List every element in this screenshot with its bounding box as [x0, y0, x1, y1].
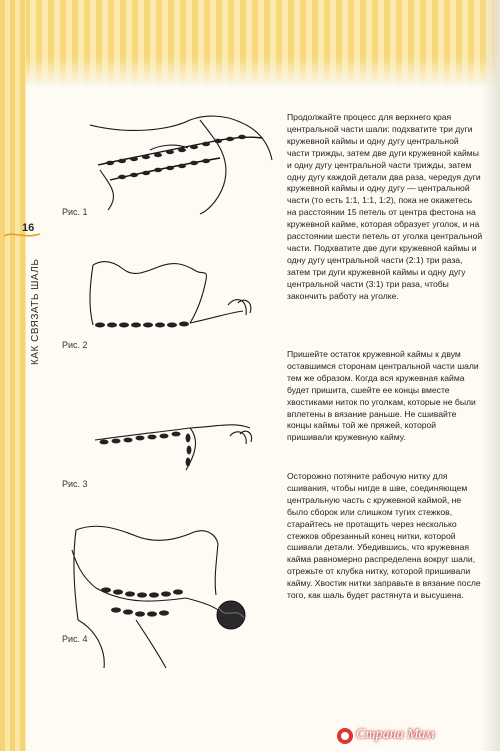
figure-2-illustration: [78, 255, 258, 345]
figure-3-label: Рис. 3: [62, 479, 88, 489]
paragraph-3: Осторожно потяните рабочую нитку для сшивания, чтобы нигде в шве, соединяющем центральную часть с кружевной каймой, не было сборок или слишком тугих стежков, старайтесь не протащить через несколько стежков обрезанный конец нитки, которой сшивали детали. Убедившись, что кружевная кайма равномерно распределена вокруг шали, отрежьте от клубка нитку, которой пришивали кайму. Хвостик нитки заправьте в вязание после того, как шаль будет растянута и высушена.: [287, 471, 481, 601]
figure-2-label: Рис. 2: [62, 340, 88, 350]
top-decorative-stripes: [0, 0, 500, 86]
watermark-text: Страна Мам: [356, 727, 435, 742]
figure-1-label: Рис. 1: [62, 207, 88, 217]
left-decorative-band: [0, 0, 26, 751]
page-number: 16: [22, 222, 35, 234]
figure-1-illustration: [90, 110, 275, 215]
running-head: [30, 245, 44, 365]
page-gutter-shadow: [482, 0, 500, 751]
figure-4-illustration: [66, 510, 266, 670]
paragraph-2: Пришейте остаток кружевной каймы к двум оставшимся сторонам центральной части шали тем же образом. Когда вся кружевная кайма будет пришита, сшейте ее концы вместе хвостиками ниток по уголкам, которые не были вплетены в вязание раньше. Не сшивайте концы каймы той же пряжей, которой пришивали кружевную кайму.: [287, 349, 479, 443]
running-head-text: КАК СВЯЗАТЬ ШАЛЬ: [30, 258, 41, 365]
figure-3-illustration: [90, 410, 255, 485]
paragraph-1: Продолжайте процесс для верхнего края центральной части шали: подхватите три дуги кружевной каймы и одну дугу центральной части трижды, затем две дуги кружевной каймы и одну дугу центральной части трижды, затем одну дугу каждой детали два раза, чередуя дуги кружевной каймы и одну дугу — центральной части (то есть 1:1, 1:1, 1:2), пока не окажетесь на расстоянии 15 петель от центра фестона на кружевной кайме, которая образует уголок, и на расстоянии шести петель от уголка центральной части. Подхватите две дуги кружевной каймы и одну дугу центральной части (2:1) три раза, затем три дуги кружевной каймы и одну дугу центральной части (3:1) три раза, чтобы закончить работу на уголке.: [287, 112, 483, 301]
watermark-logo-icon: [336, 727, 354, 745]
figure-4-label: Рис. 4: [62, 634, 88, 644]
